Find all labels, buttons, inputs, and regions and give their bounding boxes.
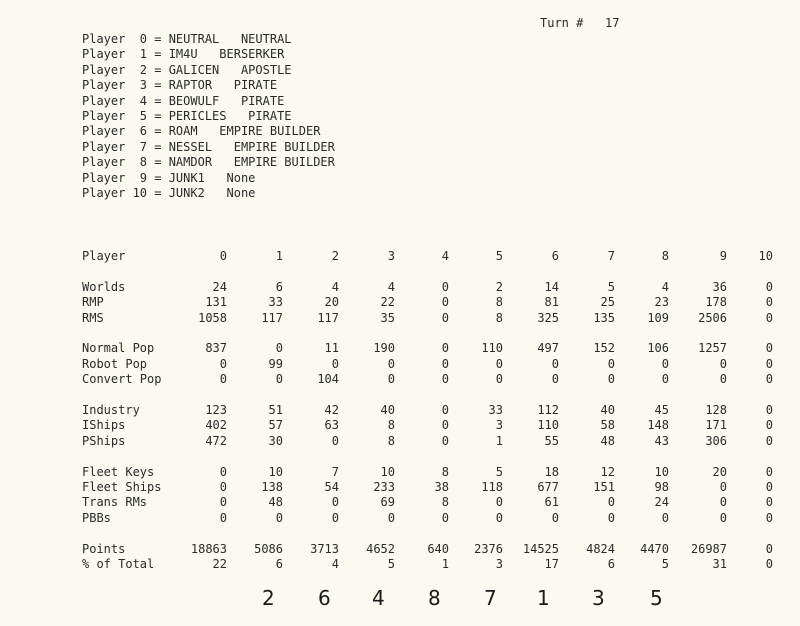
cell: 233 [373,480,395,495]
cell: 0 [765,557,773,572]
table-row [82,295,773,310]
cell: 0 [765,356,773,371]
player-line: Player 8 = NAMDOR EMPIRE BUILDER [82,155,335,170]
cell: 0 [219,464,227,479]
player-line: Player 7 = NESSEL EMPIRE BUILDER [82,139,335,154]
cell: 6 [551,249,559,263]
cell: 8 [495,295,503,310]
cell: 0 [765,341,773,356]
table-row [82,403,773,418]
cell: 1058 [198,310,227,325]
cell: 6 [607,557,615,572]
turn-value: 17 [605,16,620,30]
cell: 4 [661,279,669,294]
row-label: Normal Pop [82,341,155,356]
cell: 1257 [698,341,727,356]
cell: 99 [268,356,283,371]
cell: 5 [495,464,503,479]
cell: 0 [495,495,503,510]
cell: 1 [441,557,449,572]
player-line: Player 0 = NEUTRAL NEUTRAL [82,32,292,46]
cell: 10 [268,464,283,479]
cell: 117 [317,310,339,325]
cell: 497 [537,341,559,356]
cell: 0 [765,480,773,495]
cell: 0 [387,510,395,525]
cell: 0 [765,418,773,433]
cell: 2506 [698,310,727,325]
player-line: Player 9 = JUNK1 None [82,170,256,185]
player-line: Player 4 = BEOWULF PIRATE [82,93,285,108]
cell: 0 [219,249,227,263]
cell: 5086 [254,541,283,556]
cell: 0 [607,495,615,510]
cell: 2 [331,249,339,263]
spacer-row [82,526,773,541]
cell: 4 [441,249,449,263]
row-label: Points [82,541,126,556]
cell: 0 [441,433,449,448]
cell: 8 [441,495,449,510]
stats-table [82,249,773,572]
cell: 0 [765,295,773,310]
cell: 112 [537,403,559,418]
cell: 472 [205,433,227,448]
cell: 152 [593,341,615,356]
cell: 57 [268,418,283,433]
cell: 677 [537,480,559,495]
cell: 4 [331,279,339,294]
turn-indicator [540,16,620,30]
row-label: % of Total [82,557,155,572]
table-row [82,372,773,387]
cell: 54 [324,480,339,495]
table-row [82,511,773,526]
cell: 0 [495,372,503,387]
cell: 0 [661,372,669,387]
cell: 0 [219,480,227,495]
cell: 0 [661,510,669,525]
cell: 10 [380,464,395,479]
handwritten-rank: 8 [428,586,441,610]
cell: 106 [647,341,669,356]
cell: 4824 [586,541,615,556]
cell: 18863 [190,541,227,556]
cell: 31 [712,557,727,572]
cell: 12 [600,464,615,479]
row-label: Trans RMs [82,495,148,510]
player-line: Player 2 = GALICEN APOSTLE [82,62,292,77]
cell: 0 [719,510,727,525]
cell: 1 [275,249,283,263]
cell: 0 [551,356,559,371]
cell: 0 [661,356,669,371]
spacer-row [82,449,773,464]
cell: 0 [387,356,395,371]
cell: 0 [495,356,503,371]
cell: 0 [331,495,339,510]
cell: 0 [219,356,227,371]
cell: 0 [441,372,449,387]
cell: 128 [705,403,727,418]
cell: 48 [600,433,615,448]
cell: 5 [607,279,615,294]
row-label: RMS [82,310,104,325]
cell: 35 [380,310,395,325]
cell: 33 [268,295,283,310]
player-line: Player 6 = ROAM EMPIRE BUILDER [82,124,321,139]
handwritten-rank: 4 [372,586,385,610]
cell: 4652 [366,541,395,556]
cell: 640 [427,541,449,556]
cell: 0 [719,356,727,371]
row-label: PShips [82,433,126,448]
cell: 2 [495,279,503,294]
cell: 5 [495,249,503,263]
cell: 837 [205,341,227,356]
cell: 1 [495,433,503,448]
cell: 40 [600,403,615,418]
cell: 38 [434,480,449,495]
cell: 81 [544,295,559,310]
cell: 0 [719,495,727,510]
cell: 0 [331,433,339,448]
cell: 63 [324,418,339,433]
cell: 0 [495,510,503,525]
cell: 0 [441,295,449,310]
cell: 0 [387,372,395,387]
cell: 104 [317,372,339,387]
table-row [82,357,773,372]
cell: 0 [765,310,773,325]
cell: 138 [261,480,283,495]
cell: 118 [481,480,503,495]
table-row [82,465,773,480]
spacer-row [82,388,773,403]
row-label: IShips [82,418,126,433]
player-line: Player 1 = IM4U BERSERKER [82,47,285,62]
cell: 51 [268,403,283,418]
cell: 23 [654,295,669,310]
cell: 8 [441,464,449,479]
cell: 3713 [310,541,339,556]
table-row [82,542,773,557]
cell: 0 [275,510,283,525]
cell: 10 [654,464,669,479]
cell: 178 [705,295,727,310]
cell: 10 [758,249,773,263]
cell: 151 [593,480,615,495]
cell: 0 [719,480,727,495]
cell: 42 [324,403,339,418]
handwritten-rank: 1 [537,586,550,610]
cell: 43 [654,433,669,448]
cell: 22 [380,295,395,310]
cell: 123 [205,403,227,418]
header-row [82,249,773,264]
cell: 5 [387,557,395,572]
cell: 0 [219,372,227,387]
cell: 3 [387,249,395,263]
cell: 33 [488,403,503,418]
cell: 110 [481,341,503,356]
cell: 110 [537,418,559,433]
cell: 0 [331,356,339,371]
cell: 6 [275,557,283,572]
cell: 25 [600,295,615,310]
cell: 0 [607,510,615,525]
cell: 131 [205,295,227,310]
cell: 61 [544,495,559,510]
cell: 4 [331,557,339,572]
row-label: Worlds [82,279,126,294]
cell: 8 [495,310,503,325]
cell: 17 [544,557,559,572]
cell: 58 [600,418,615,433]
cell: 0 [765,279,773,294]
turn-label: Turn # [540,16,584,30]
cell: 0 [719,372,727,387]
cell: 0 [275,372,283,387]
cell: 0 [441,418,449,433]
cell: 3 [495,418,503,433]
cell: 0 [765,541,773,556]
cell: 26987 [690,541,727,556]
spacer-row [82,326,773,341]
cell: 8 [661,249,669,263]
cell: 0 [607,356,615,371]
cell: 30 [268,433,283,448]
cell: 20 [324,295,339,310]
table-row [82,495,773,510]
cell: 5 [661,557,669,572]
cell: 190 [373,341,395,356]
table-row [82,418,773,433]
cell: 0 [441,341,449,356]
cell: 0 [607,372,615,387]
handwritten-rank: 2 [262,586,275,610]
row-label: Robot Pop [82,356,148,371]
cell: 325 [537,310,559,325]
row-label: RMP [82,295,104,310]
cell: 117 [261,310,283,325]
cell: 40 [380,403,395,418]
cell: 24 [654,495,669,510]
cell: 4470 [640,541,669,556]
cell: 9 [719,249,727,263]
player-line: Player 3 = RAPTOR PIRATE [82,78,278,93]
table-row [82,480,773,495]
cell: 8 [387,433,395,448]
cell: 109 [647,310,669,325]
cell: 0 [765,433,773,448]
cell: 8 [387,418,395,433]
cell: 0 [441,356,449,371]
table-row [82,341,773,356]
cell: 148 [647,418,669,433]
cell: 0 [551,372,559,387]
cell: 3 [495,557,503,572]
player-line: Player 10 = JUNK2 None [82,185,256,200]
cell: 0 [765,372,773,387]
row-label: Player [82,249,126,263]
cell: 69 [380,495,395,510]
row-label: Convert Pop [82,372,162,387]
cell: 11 [324,341,339,356]
row-label: PBBs [82,510,111,525]
table-row [82,280,773,295]
cell: 0 [765,510,773,525]
cell: 0 [275,341,283,356]
cell: 18 [544,464,559,479]
cell: 0 [441,310,449,325]
handwritten-rank: 5 [650,586,663,610]
cell: 4 [387,279,395,294]
handwritten-rank: 6 [318,586,331,610]
cell: 98 [654,480,669,495]
cell: 55 [544,433,559,448]
cell: 36 [712,279,727,294]
cell: 24 [212,279,227,294]
spacer-row [82,264,773,279]
cell: 135 [593,310,615,325]
cell: 48 [268,495,283,510]
table-row [82,311,773,326]
cell: 0 [765,464,773,479]
player-list [82,32,335,201]
cell: 7 [331,464,339,479]
cell: 0 [441,403,449,418]
cell: 0 [551,510,559,525]
cell: 0 [331,510,339,525]
cell: 402 [205,418,227,433]
cell: 0 [441,510,449,525]
player-line: Player 5 = PERICLES PIRATE [82,108,292,123]
row-label: Fleet Keys [82,464,155,479]
cell: 0 [219,495,227,510]
cell: 7 [607,249,615,263]
cell: 14 [544,279,559,294]
row-label: Industry [82,403,140,418]
table-row [82,557,773,572]
row-label: Fleet Ships [82,480,162,495]
cell: 22 [212,557,227,572]
cell: 306 [705,433,727,448]
handwritten-rank: 7 [484,586,497,610]
cell: 0 [765,403,773,418]
cell: 0 [765,495,773,510]
cell: 45 [654,403,669,418]
cell: 2376 [474,541,503,556]
cell: 171 [705,418,727,433]
cell: 0 [441,279,449,294]
cell: 6 [275,279,283,294]
cell: 20 [712,464,727,479]
cell: 14525 [522,541,559,556]
handwritten-rank: 3 [592,586,605,610]
table-row [82,434,773,449]
cell: 0 [219,510,227,525]
